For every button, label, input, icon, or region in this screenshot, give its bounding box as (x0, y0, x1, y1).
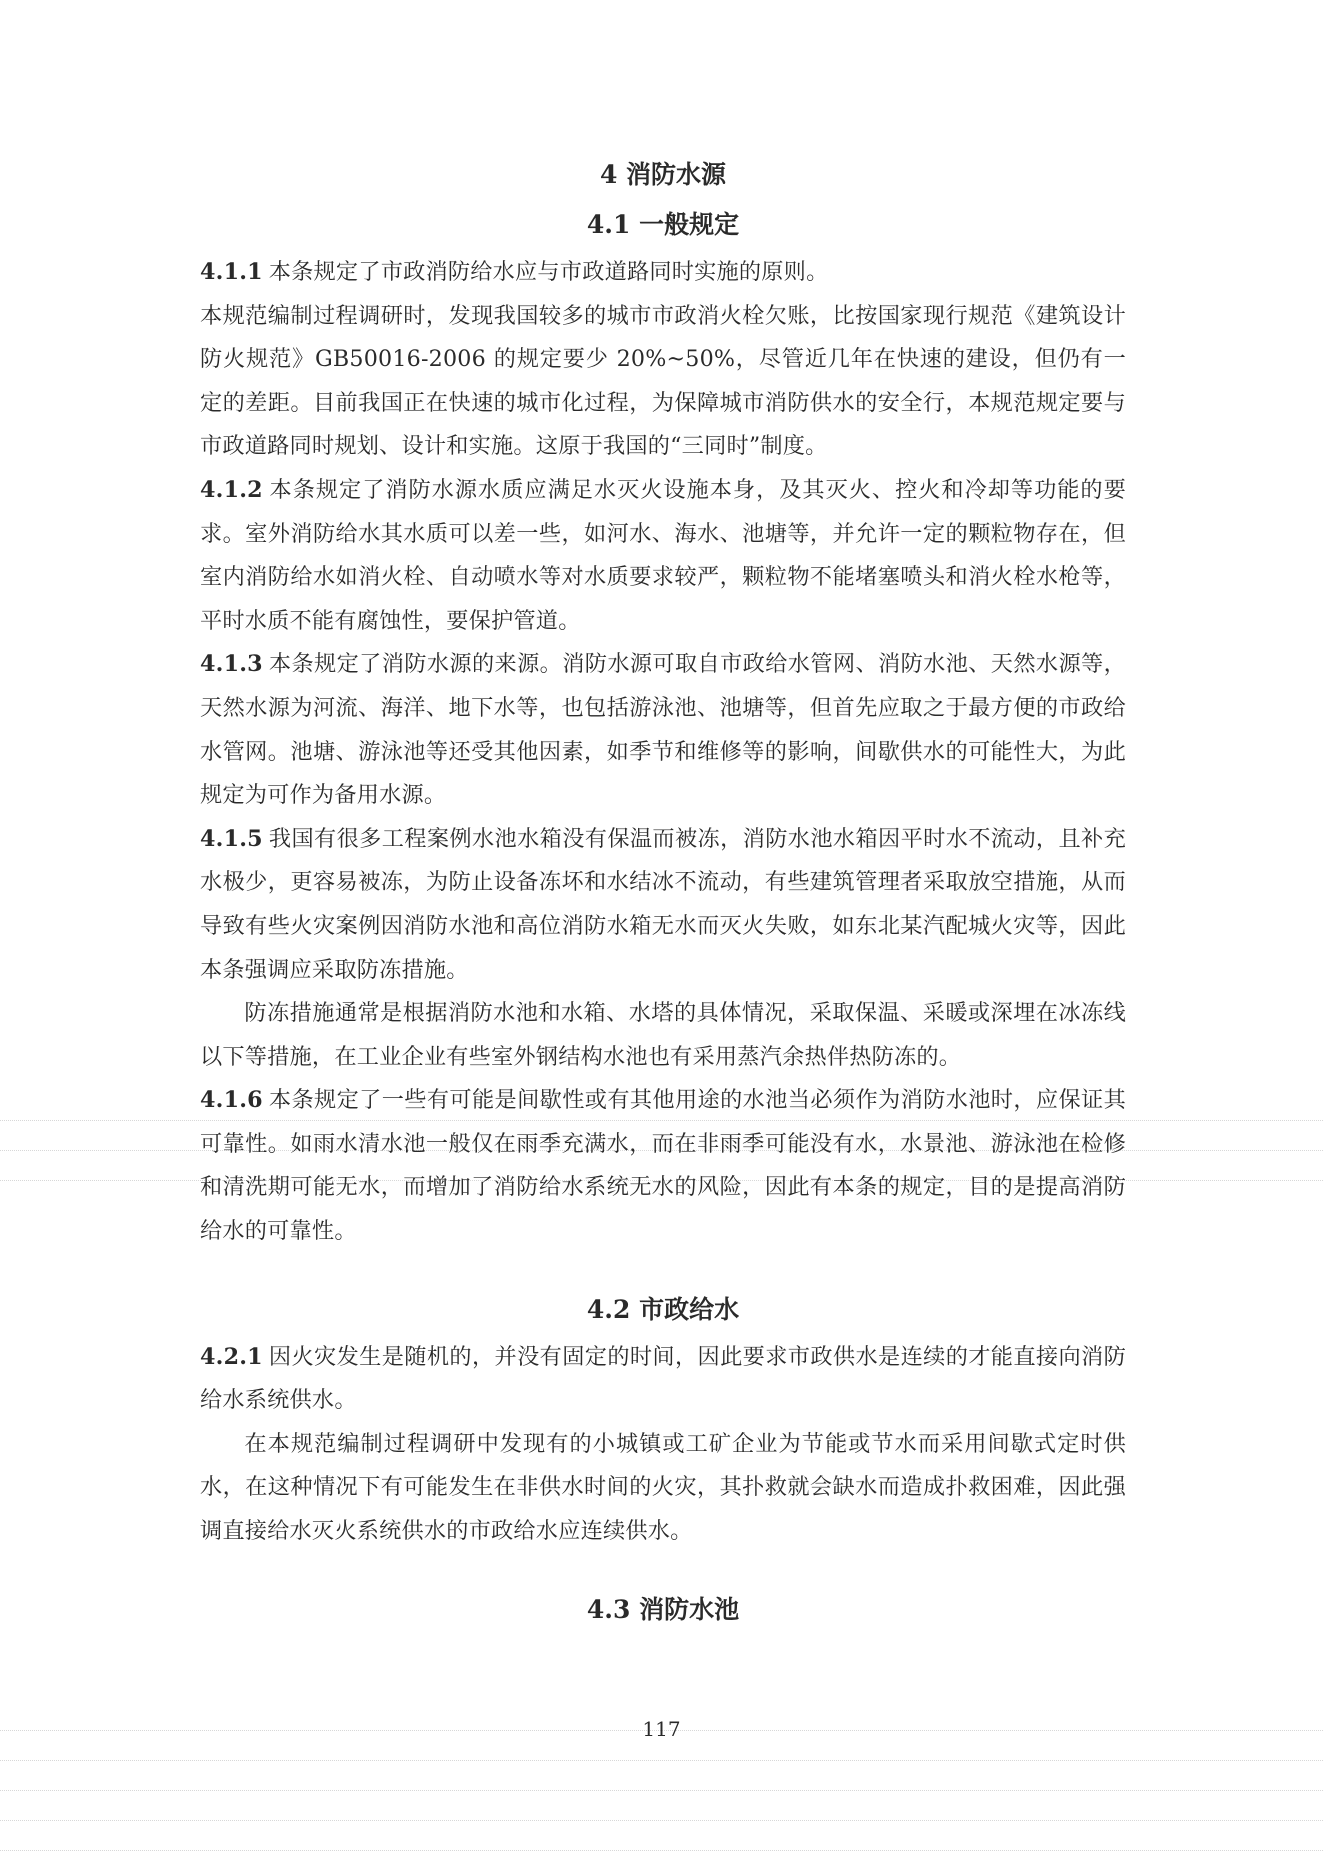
paragraph (200, 992, 1126, 1079)
section-4-3 (200, 1590, 1126, 1630)
paragraph (200, 295, 1126, 469)
clause-number: 4.2.1 (200, 1343, 263, 1370)
paragraph (200, 1336, 1126, 1423)
chapter-title: 4 消防水源 (599, 160, 727, 189)
paragraph-text: 在本规范编制过程调研中发现有的小城镇或工矿企业为节能或节水而采用间歇式定时供水，在这种情况下有可能发生在非供水时间的火灾，其扑救就会缺水而造成扑救困难，因此强调直接给水灭火系统供水的市政给水应连续供水。 (200, 1430, 1126, 1545)
paragraph-text: 我国有很多工程案例水池水箱没有保温而被冻，消防水池水箱因平时水不流动，且补充水极少，更容易被冻，为防止设备冻坏和水结冰不流动，有些建筑管理者采取放空措施，从而导致有些火灾案例因消防水池和高位消防水箱无水而灭火失败，如东北某汽配城火灾等，因此本条强调应采取防冻措施。 (200, 825, 1126, 983)
paragraph-text: 本条规定了一些有可能是间歇性或有其他用途的水池当必须作为消防水池时，应保证其可靠性。如雨水清水池一般仅在雨季充满水，而在非雨季可能没有水，水景池、游泳池在检修和清洗期可能无水，而增加了消防给水系统无水的风险，因此有本条的规定，目的是提高消防给水的可靠性。 (200, 1087, 1126, 1245)
section-title: 4.3 消防水池 (586, 1594, 740, 1624)
scan-artifact (0, 1820, 1323, 1822)
paragraph-text: 防冻措施通常是根据消防水池和水箱、水塔的具体情况，采取保温、采暖或深埋在冰冻线以下等措施，在工业企业有些室外钢结构水池也有采用蒸汽余热伴热防冻的。 (200, 1000, 1126, 1070)
scan-artifact (0, 1790, 1323, 1792)
section-4-2 (200, 1290, 1126, 1554)
paragraph (200, 251, 1126, 295)
paragraph (200, 1079, 1126, 1253)
paragraph (200, 643, 1126, 817)
section-4-1 (200, 205, 1126, 1254)
page-number: 117 (642, 1717, 681, 1741)
section-title: 4.1 一般规定 (586, 210, 740, 239)
paragraph (200, 1423, 1126, 1554)
paragraph (200, 469, 1126, 643)
paragraph-text: 本条规定了消防水源的来源。消防水源可取自市政给水管网、消防水池、天然水源等，天然水源为河流、海洋、地下水等，也包括游泳池、池塘等，但首先应取之于最方便的市政给水管网。池塘、游泳池等还受其他因素，如季节和维修等的影响，间歇供水的可能性大，为此规定为可作为备用水源。 (200, 651, 1126, 809)
clause-number: 4.1.6 (200, 1087, 263, 1114)
scan-artifact (0, 1850, 1323, 1852)
clause-number: 4.1.5 (200, 825, 263, 852)
document-body (200, 155, 1126, 1636)
scan-artifact (0, 1760, 1323, 1762)
section-title: 4.2 市政给水 (586, 1294, 740, 1324)
paragraph-text: 本条规定了市政消防给水应与市政道路同时实施的原则。 (268, 259, 829, 285)
clause-number: 4.1.2 (200, 476, 263, 503)
paragraph (200, 818, 1126, 992)
clause-number: 4.1.1 (200, 259, 263, 285)
clause-number: 4.1.3 (200, 651, 263, 678)
paragraph-text: 本条规定了消防水源水质应满足水灭火设施本身，及其灭火、控火和冷却等功能的要求。室外消防给水其水质可以差一些，如河水、海水、池塘等，并允许一定的颗粒物存在，但室内消防给水如消火栓、自动喷水等对水质要求较严，颗粒物不能堵塞喷头和消火栓水枪等，平时水质不能有腐蚀性，要保护管道。 (200, 476, 1126, 634)
paragraph-text: 本规范编制过程调研时，发现我国较多的城市市政消火栓欠账，比按国家现行规范《建筑设计防火规范》GB50016-2006 的规定要少 20%~50%，尽管近几年在快速的建设，但仍有一定的差距。目前我国正在快速的城市化过程，为保障城市消防供水的安全行，本规范规定要与市政道路同时规划、设计和实施。这原于我国的“三同时”制度。 (200, 302, 1126, 460)
paragraph-text: 因火灾发生是随机的，并没有固定的时间，因此要求市政供水是连续的才能直接向消防给水系统供水。 (200, 1343, 1126, 1414)
